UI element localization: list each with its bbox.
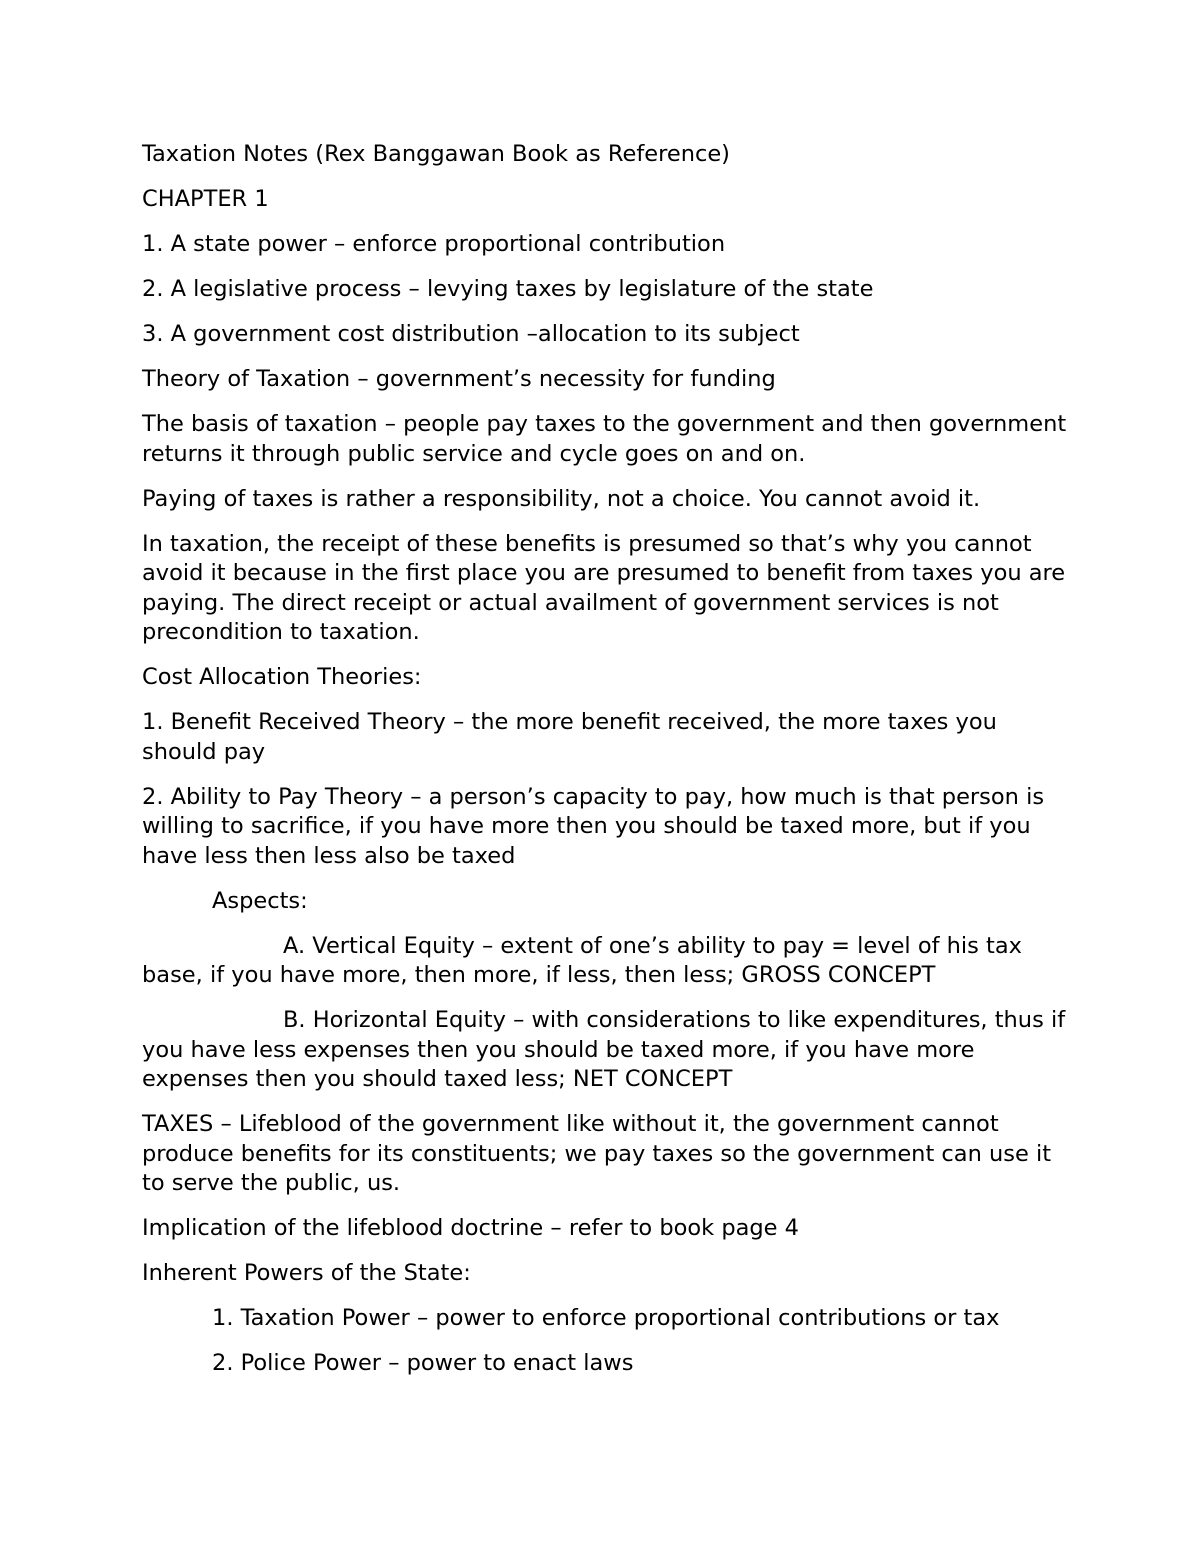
inherent-powers-heading: Inherent Powers of the State:: [142, 1260, 471, 1286]
cost-allocation-item: 1. Benefit Received Theory – the more benefit received, the more taxes you should pay: [142, 709, 997, 765]
definition-item: 3. A government cost distribution –allocation to its subject: [142, 321, 800, 347]
cost-allocation-item: 2. Ability to Pay Theory – a person’s capacity to pay, how much is that person is willing to sacrifice, if you have more then you should be taxed more, but if you have less then less also be taxed: [142, 783, 1045, 869]
document-body: [142, 140, 1072, 1394]
definition-item: 1. A state power – enforce proportional contribution: [142, 231, 726, 257]
document-title: Taxation Notes (Rex Banggawan Book as Reference): [142, 141, 730, 167]
inherent-power-item: 1. Taxation Power – power to enforce proportional contributions or tax: [212, 1305, 1000, 1331]
presumed-benefit-paragraph: In taxation, the receipt of these benefits is presumed so that’s why you cannot avoid it because in the first place you are presumed to benefit from taxes you are paying. The direct receipt or actual availment of government services is not precondition to taxation.: [142, 530, 1066, 645]
inherent-power-item: 2. Police Power – power to enact laws: [212, 1350, 634, 1376]
aspects-heading: Aspects:: [212, 887, 308, 914]
aspect-item: A. Vertical Equity – extent of one’s ability to pay = level of his tax base, if you have more, then more, if less, then less; GROSS CONCEPT: [142, 932, 1022, 988]
lifeblood-implication-paragraph: Implication of the lifeblood doctrine – refer to book page 4: [142, 1215, 799, 1241]
chapter-heading: CHAPTER 1: [142, 186, 269, 212]
aspect-item: B. Horizontal Equity – with considerations to like expenditures, thus if you have less expenses then you should be taxed more, if you have more expenses then you should taxed less; NET CONCEPT: [142, 1007, 1066, 1092]
taxes-lifeblood-paragraph: TAXES – Lifeblood of the government like without it, the government cannot produce benefits for its constituents; we pay taxes so the government can use it to serve the public, us.: [142, 1111, 1052, 1196]
cost-allocation-heading: Cost Allocation Theories:: [142, 664, 422, 690]
responsibility-paragraph: Paying of taxes is rather a responsibility, not a choice. You cannot avoid it.: [142, 485, 981, 512]
theory-of-taxation-paragraph: Theory of Taxation – government’s necessity for funding: [142, 366, 776, 392]
definition-item: 2. A legislative process – levying taxes by legislature of the state: [142, 276, 874, 302]
basis-of-taxation-paragraph: The basis of taxation – people pay taxes to the government and then government returns it through public service and cycle goes on and on.: [142, 411, 1067, 467]
